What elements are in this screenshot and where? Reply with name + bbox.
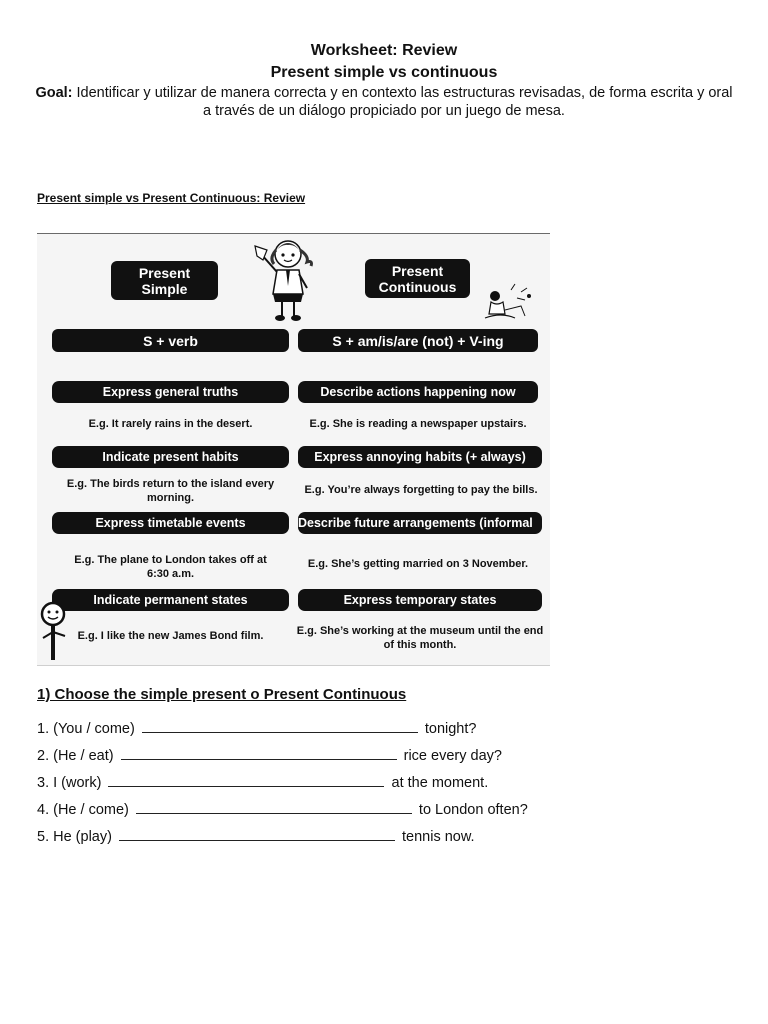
present-simple-title-line2: Simple (141, 280, 188, 297)
seated-figure-illustration (481, 282, 536, 322)
continuous-use-3: Describe future arrangements (informal (298, 512, 542, 534)
exercise-item-4-prefix: 4. (He / come) (37, 802, 129, 818)
exercise-item-3-prefix: 3. I (work) (37, 775, 102, 791)
exercise-item-2-prefix: 2. (He / eat) (37, 748, 114, 764)
simple-use-4: Indicate permanent states (52, 589, 289, 611)
stick-figure-illustration (37, 600, 73, 662)
review-figure (37, 233, 550, 666)
present-continuous-title (365, 259, 470, 298)
continuous-use-4: Express temporary states (298, 589, 542, 611)
continuous-example-2: E.g. You’re always forgetting to pay the bills. (304, 484, 538, 496)
exercise-item-1-blank[interactable] (142, 720, 418, 733)
simple-use-2: Indicate present habits (52, 446, 289, 468)
girl-illustration (247, 236, 327, 324)
exercise-item-5-prefix: 5. He (play) (37, 829, 112, 845)
continuous-use-1: Describe actions happening now (298, 381, 538, 403)
exercise-item-1 (37, 720, 476, 737)
worksheet-subtitle: Present simple vs continuous (270, 64, 498, 81)
continuous-example-1: E.g. She is reading a newspaper upstairs. (309, 418, 527, 430)
goal-paragraph (30, 84, 738, 120)
present-simple-title (111, 261, 218, 300)
exercise-heading: 1) Choose the simple present o Present Continuous (37, 686, 407, 703)
simple-example-3: E.g. The plane to London takes off at 6:30 a.m. (74, 554, 267, 580)
exercise-item-2-blank[interactable] (121, 747, 397, 760)
goal-text: Identificar y utilizar de manera correcta y en contexto las estructuras revisadas, de forma escrita y oral a través de un diálogo propiciado por un juego de mesa. (72, 85, 733, 119)
exercise-item-5-suffix: tennis now. (402, 829, 475, 845)
simple-example-1: E.g. It rarely rains in the desert. (88, 418, 253, 430)
continuous-use-2: Express annoying habits (+ always) (298, 446, 542, 468)
continuous-example-4: E.g. She’s working at the museum until the end of this month. (296, 625, 544, 651)
exercise-item-5 (37, 828, 475, 845)
exercise-item-2 (37, 747, 502, 764)
present-simple-rule: S + verb (52, 329, 289, 352)
exercise-item-3-blank[interactable] (108, 774, 384, 787)
continuous-example-3: E.g. She’s getting married on 3 November. (307, 558, 529, 570)
simple-example-2: E.g. The birds return to the island every morning. (66, 478, 275, 504)
simple-example-4: E.g. I like the new James Bond film. (77, 630, 264, 642)
exercise-item-2-suffix: rice every day? (403, 748, 502, 764)
exercise-item-3 (37, 774, 488, 791)
goal-label: Goal: (35, 85, 73, 101)
exercise-item-1-suffix: tonight? (424, 721, 477, 737)
present-continuous-title-line2: Continuous (378, 278, 457, 295)
exercise-item-4 (37, 801, 528, 818)
exercise-item-1-prefix: 1. (You / come) (37, 721, 135, 737)
exercise-item-4-suffix: to London often? (418, 802, 528, 818)
present-continuous-title-line1: Present (391, 262, 444, 279)
review-heading: Present simple vs Present Continuous: Review (37, 191, 306, 205)
exercise-item-4-blank[interactable] (136, 801, 412, 814)
simple-use-1: Express general truths (52, 381, 289, 403)
present-continuous-rule: S + am/is/are (not) + V-ing (298, 329, 538, 352)
exercise-item-5-blank[interactable] (119, 828, 395, 841)
worksheet-title: Worksheet: Review (310, 42, 458, 59)
exercise-item-3-suffix: at the moment. (391, 775, 489, 791)
simple-use-3: Express timetable events (52, 512, 289, 534)
present-simple-title-line1: Present (138, 264, 191, 281)
